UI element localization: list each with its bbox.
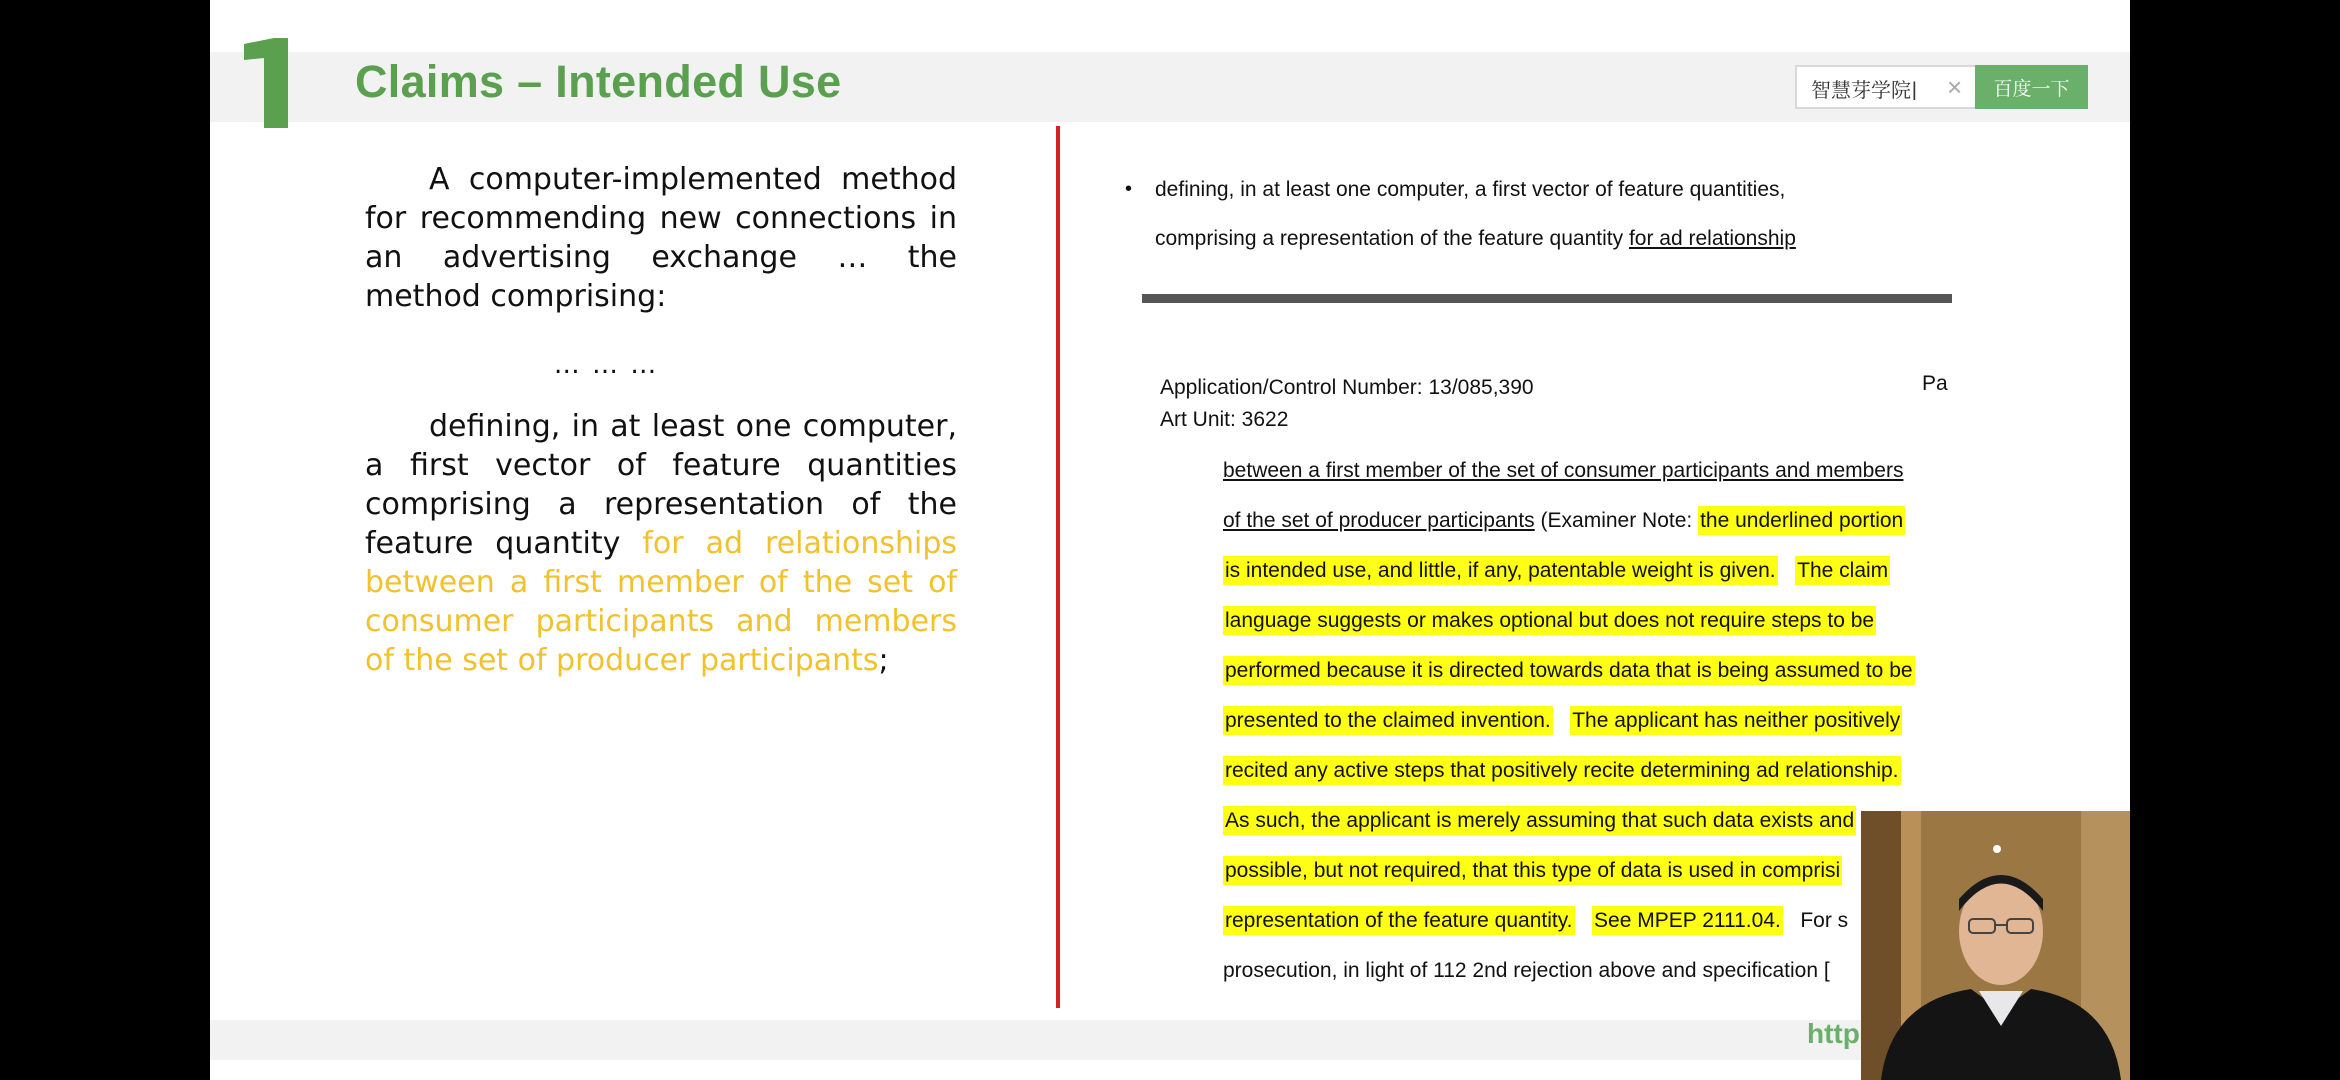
doc-line [1223, 596, 1953, 646]
doc-highlighted-text: The claim [1795, 556, 1890, 585]
doc-highlighted-text: See MPEP 2111.04. [1592, 906, 1783, 935]
slide-title: Claims – Intended Use [355, 56, 842, 107]
doc-highlighted-text: performed because it is directed towards data that is being assumed to be [1223, 656, 1915, 685]
claim-paragraph-2 [365, 407, 957, 680]
doc-highlighted-text: is intended use, and little, if any, patentable weight is given. [1223, 556, 1778, 585]
doc-bullet-line-1: defining, in at least one computer, a first vector of feature quantities, [1155, 178, 1786, 201]
doc-highlighted-text: As such, the applicant is merely assuming that such data exists and [1223, 806, 1856, 835]
examiner-note [1223, 446, 1953, 996]
search-button[interactable]: 百度一下 [1975, 65, 2088, 109]
slide [210, 0, 2130, 1080]
doc-claim-excerpt [1125, 165, 1796, 263]
doc-highlighted-text: The applicant has neither positively [1570, 706, 1902, 735]
claim-paragraph-2-end: ; [878, 643, 889, 678]
bullet-dot: • [1125, 178, 1133, 200]
doc-highlighted-text: presented to the claimed invention. [1223, 706, 1553, 735]
claim-text [365, 160, 957, 680]
doc-bullet-line-2-plain: comprising a representation of the feature quantity [1155, 227, 1629, 250]
doc-header [1160, 372, 1960, 436]
search-box[interactable] [1795, 65, 1975, 109]
claim-highlighted-phrase: for ad relationships between a first member of the set of consumer participants and members of the set of producer participants [365, 526, 958, 678]
doc-line [1223, 696, 1953, 746]
doc-plain-text: For s [1800, 909, 1849, 932]
doc-bullet-line-2 [1155, 214, 1796, 263]
clear-icon[interactable]: × [1947, 72, 1963, 102]
doc-line [1223, 546, 1953, 596]
slide-number-graphic [244, 38, 304, 128]
doc-line [1223, 746, 1953, 796]
doc-line: prosecution, in light of 112 2nd rejection above and specification [ [1223, 959, 1830, 982]
vertical-divider [1056, 126, 1060, 1008]
doc-plain-text: (Examiner Note: [1534, 509, 1699, 532]
footer-url: http [1807, 1018, 1860, 1049]
doc-line [1223, 646, 1953, 696]
doc-line [1223, 846, 1953, 896]
doc-line [1223, 796, 1953, 846]
presenter-video [1861, 811, 2130, 1080]
doc-highlighted-text: the underlined portion [1698, 506, 1905, 535]
doc-line [1223, 896, 1953, 946]
doc-underlined-text: of the set of producer participants [1223, 509, 1535, 532]
application-number: Application/Control Number: 13/085,390 [1160, 376, 1534, 399]
doc-line [1223, 496, 1953, 546]
doc-highlighted-text: recited any active steps that positively recite determining ad relationship. [1223, 756, 1901, 785]
claim-paragraph-2-plain: defining, in at least one computer, a first vector of feature quantities comprising a representation of the feature quantity [365, 409, 957, 561]
search-input[interactable] [1811, 76, 1941, 100]
claim-ellipsis: … … … [553, 350, 659, 380]
webcam-overlay[interactable] [1861, 811, 2130, 1080]
doc-highlighted-text: possible, but not required, that this type of data is used in comprisi [1223, 856, 1842, 885]
doc-bullet-line-2-underlined: for ad relationship [1628, 227, 1796, 250]
doc-highlighted-text: representation of the feature quantity. [1223, 906, 1575, 935]
claim-paragraph-1: A computer-implemented method for recommending new connections in an advertising exchange … the method comprising: [365, 162, 957, 314]
art-unit: Art Unit: 3622 [1160, 408, 1289, 431]
doc-line: between a first member of the set of consumer participants and members [1223, 459, 1904, 482]
doc-highlighted-text: language suggests or makes optional but does not require steps to be [1223, 606, 1876, 635]
doc-divider [1142, 294, 1952, 303]
doc-page-label: Pa [1922, 372, 1948, 395]
